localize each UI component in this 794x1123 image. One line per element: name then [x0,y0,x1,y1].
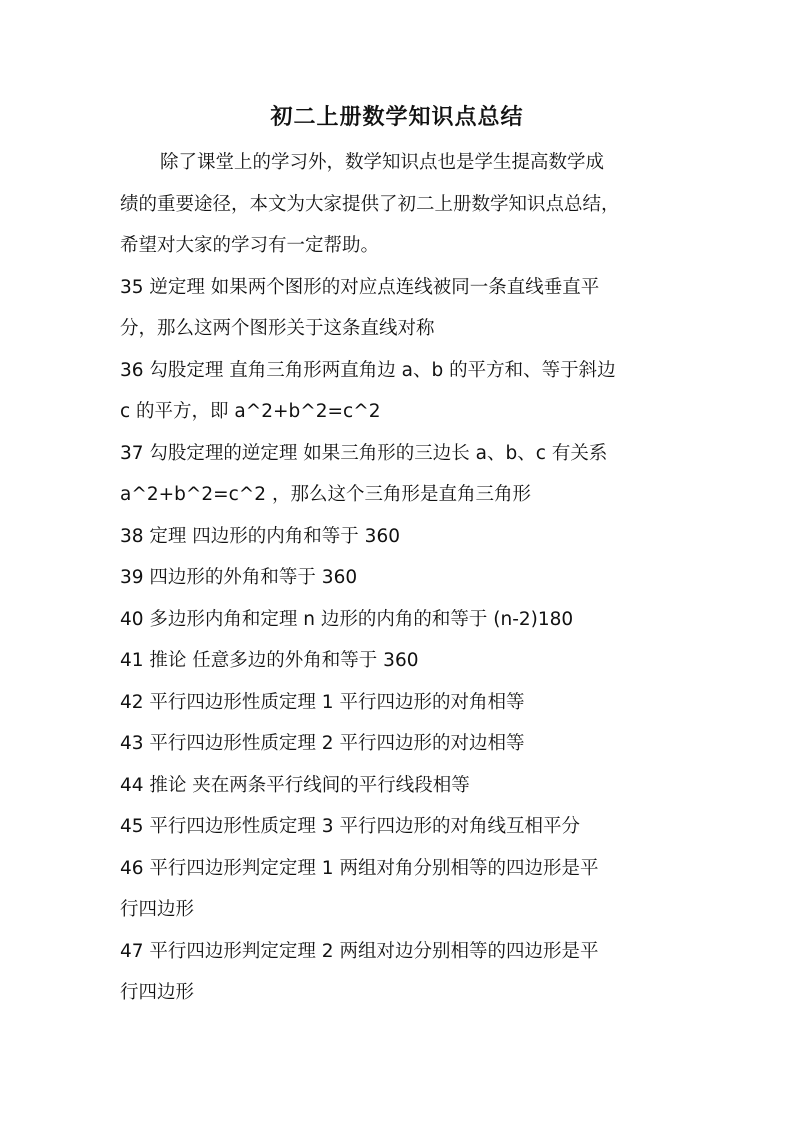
theorem-36-continuation: c 的平方，即 a^2+b^2=c^2 [120,401,381,422]
theorem-47-line: 47 平行四边形判定定理 2 两组对边分别相等的四边形是平 [120,940,599,962]
theorem-42-line: 42 平行四边形性质定理 1 平行四边形的对角相等 [120,691,525,713]
theorem-38-line: 38 定理 四边形的内角和等于 360 [120,525,400,547]
document-title: 初二上册数学知识点总结 [270,104,524,130]
theorem-37-line: 37 勾股定理的逆定理 如果三角形的三边长 a、b、c 有关系 [120,442,608,464]
theorem-46-line: 46 平行四边形判定定理 1 两组对角分别相等的四边形是平 [120,857,599,879]
theorem-39-line: 39 四边形的外角和等于 360 [120,567,358,588]
theorem-37-continuation: a^2+b^2=c^2 ，那么这个三角形是直角三角形 [120,484,531,505]
theorem-40-line: 40 多边形内角和定理 n 边形的内角的和等于 (n-2)180 [120,608,574,630]
theorem-35-line: 35 逆定理 如果两个图形的对应点连线被同一条直线垂直平 [120,276,600,298]
intro-line: 希望对大家的学习有一定帮助。 [120,235,380,256]
intro-line: 除了课堂上的学习外，数学知识点也是学生提高数学成 [160,152,605,173]
theorem-44-line: 44 推论 夹在两条平行线间的平行线段相等 [120,774,470,796]
theorem-35-continuation: 分，那么这两个图形关于这条直线对称 [120,318,435,339]
theorem-46-continuation: 行四边形 [120,899,195,920]
document-body [120,142,680,1014]
theorem-45-line: 45 平行四边形性质定理 3 平行四边形的对角线互相平分 [120,816,580,837]
theorem-43-line: 43 平行四边形性质定理 2 平行四边形的对边相等 [120,733,525,754]
theorem-47-continuation: 行四边形 [120,982,195,1003]
theorem-36-line: 36 勾股定理 直角三角形两直角边 a、b 的平方和、等于斜边 [120,359,616,381]
theorem-41-line: 41 推论 任意多边的外角和等于 360 [120,650,419,671]
intro-line: 绩的重要途径，本文为大家提供了初二上册数学知识点总结， [120,193,620,215]
